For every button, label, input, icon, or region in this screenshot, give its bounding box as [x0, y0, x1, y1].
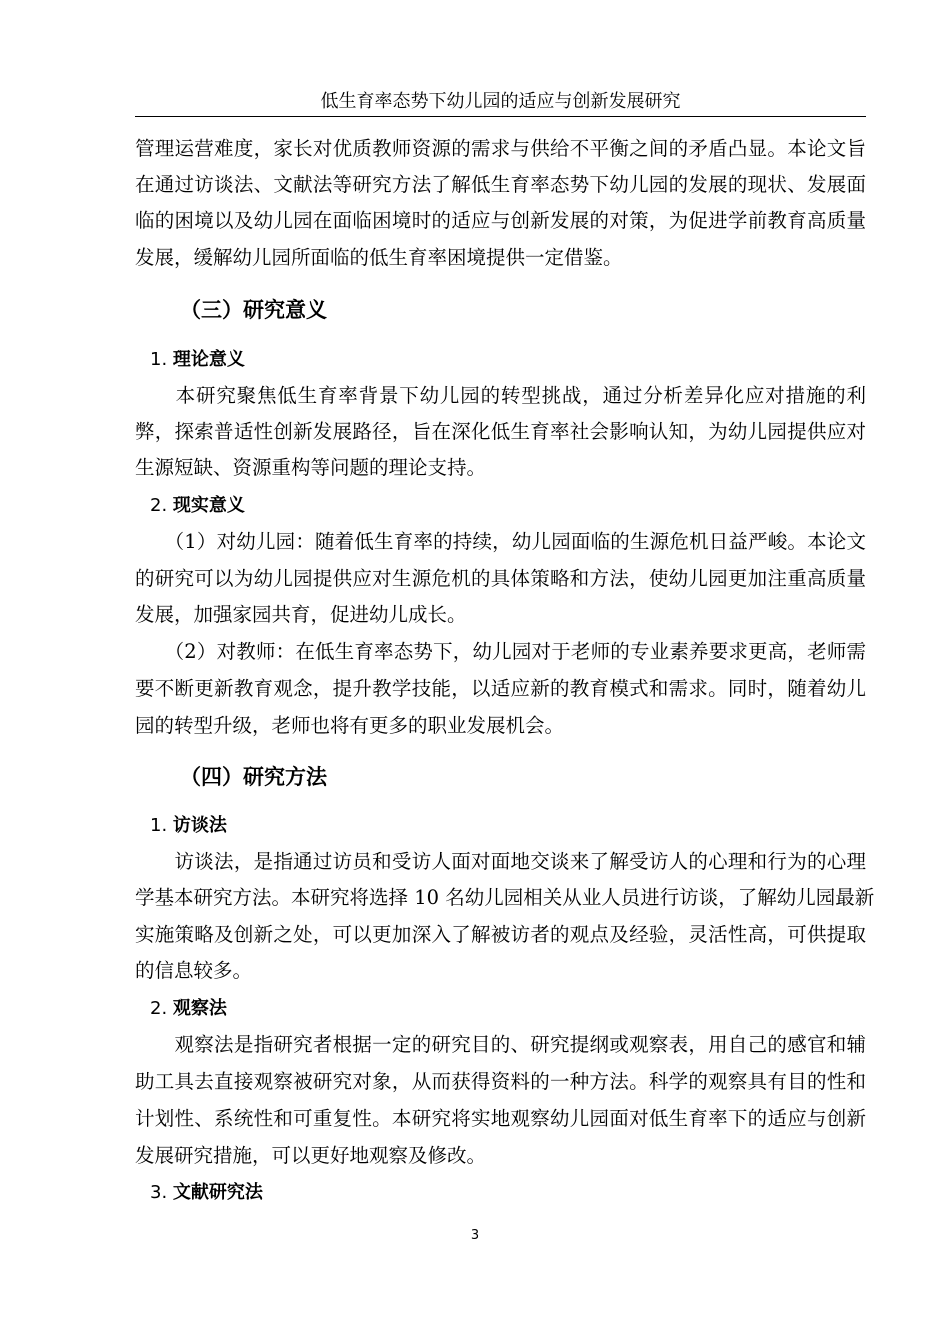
section4-sub1-heading	[150, 814, 227, 838]
section3-sub2-heading	[150, 494, 245, 518]
section3-sub1-line-1: 本研究聚焦低生育率背景下幼儿园的转型挑战，通过分析差异化应对措施的利	[135, 384, 866, 407]
section3-sub2-p2-line-2: 要不断更新教育观念，提升教学技能，以适应新的教育模式和需求。同时，随着幼儿	[135, 677, 866, 700]
intro-line-2: 在通过访谈法、文献法等研究方法了解低生育率态势下幼儿园的发展的现状、发展面	[135, 173, 866, 196]
section3-sub2-title: 现实意义	[172, 495, 245, 516]
section4-sub1-line-4: 的信息较多。	[135, 959, 253, 982]
header-rule	[135, 116, 866, 117]
section3-heading: （三）研究意义	[180, 297, 327, 322]
section3-sub1-number: 1.	[150, 349, 168, 370]
section4-sub1-title: 访谈法	[172, 815, 227, 836]
section4-sub1-line-2: 学基本研究方法。本研究将选择 10 名幼儿园相关从业人员进行访谈，了解幼儿园最新	[135, 886, 875, 909]
section3-sub2-number: 2.	[150, 495, 168, 516]
section4-sub1-line-3: 实施策略及创新之处，可以更加深入了解被访者的观点及经验，灵活性高，可供提取	[135, 923, 866, 946]
section4-sub3-number: 3.	[150, 1182, 168, 1203]
section4-sub2-number: 2.	[150, 998, 168, 1019]
intro-line-3: 临的困境以及幼儿园在面临困境时的适应与创新发展的对策，为促进学前教育高质量	[135, 209, 866, 232]
running-header: 低生育率态势下幼儿园的适应与创新发展研究	[320, 91, 681, 112]
section3-sub1-title: 理论意义	[172, 349, 245, 370]
section4-sub2-line-1: 观察法是指研究者根据一定的研究目的、研究提纲或观察表，用自己的感官和辅	[135, 1033, 866, 1056]
section4-sub1-line-1: 访谈法，是指通过访员和受访人面对面地交谈来了解受访人的心理和行为的心理	[135, 850, 866, 873]
section4-sub3-heading	[150, 1181, 263, 1205]
section3-sub2-p2-line-3: 园的转型升级，老师也将有更多的职业发展机会。	[135, 714, 565, 737]
section4-sub2-title: 观察法	[172, 998, 227, 1019]
section4-sub2-heading	[150, 997, 227, 1021]
section3-sub2-p2-line-1: （2）对教师：在低生育率态势下，幼儿园对于老师的专业素养要求更高，老师需	[135, 640, 866, 663]
section3-sub2-p1-line-2: 的研究可以为幼儿园提供应对生源危机的具体策略和方法，使幼儿园更加注重高质量	[135, 567, 866, 590]
section4-heading: （四）研究方法	[180, 764, 327, 789]
section4-sub2-line-2: 助工具去直接观察被研究对象，从而获得资料的一种方法。科学的观察具有目的性和	[135, 1070, 866, 1093]
section3-sub1-line-3: 生源短缺、资源重构等问题的理论支持。	[135, 456, 487, 479]
section4-sub1-number: 1.	[150, 815, 168, 836]
section3-sub1-line-2: 弊，探索普适性创新发展路径，旨在深化低生育率社会影响认知，为幼儿园提供应对	[135, 420, 866, 443]
intro-line-4: 发展，缓解幼儿园所面临的低生育率困境提供一定借鉴。	[135, 246, 623, 269]
section3-sub1-heading	[150, 348, 245, 372]
section4-sub2-line-4: 发展研究措施，可以更好地观察及修改。	[135, 1144, 487, 1167]
section3-sub2-p1-line-1: （1）对幼儿园：随着低生育率的持续，幼儿园面临的生源危机日益严峻。本论文	[135, 530, 866, 553]
section4-sub3-title: 文献研究法	[172, 1182, 263, 1203]
section3-sub2-p1-line-3: 发展，加强家园共育，促进幼儿成长。	[135, 603, 467, 626]
intro-line-1: 管理运营难度，家长对优质教师资源的需求与供给不平衡之间的矛盾凸显。本论文旨	[135, 137, 866, 160]
page-number: 3	[470, 1228, 480, 1243]
section4-sub2-line-3: 计划性、系统性和可重复性。本研究将实地观察幼儿园面对低生育率下的适应与创新	[135, 1107, 866, 1130]
